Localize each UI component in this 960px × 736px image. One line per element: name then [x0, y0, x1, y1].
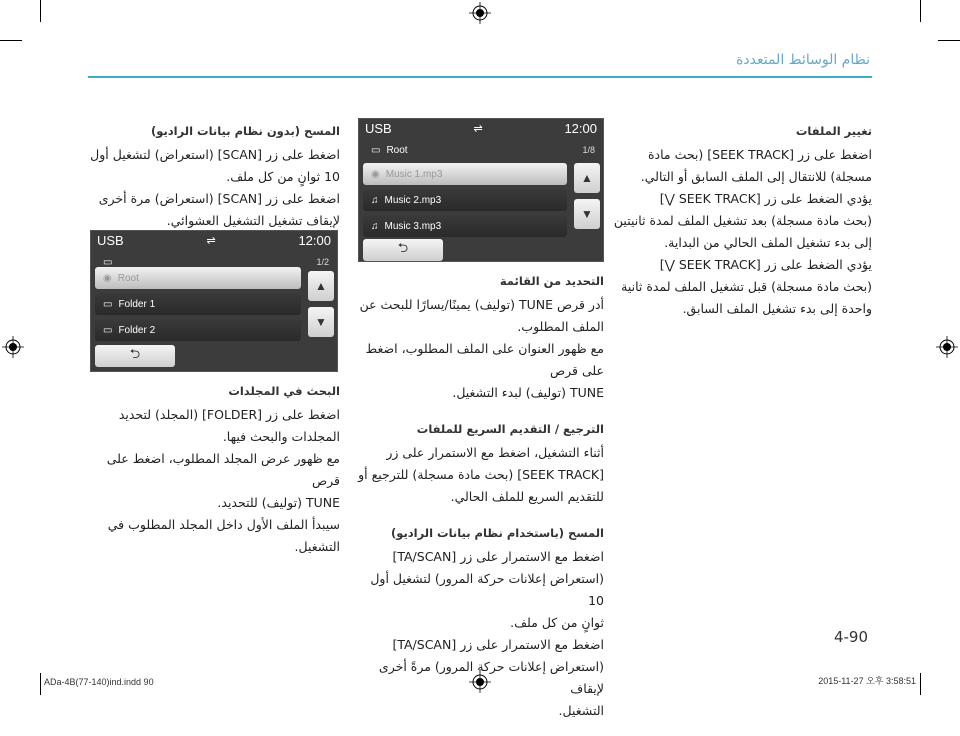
text-line: التشغيل.	[558, 703, 604, 718]
text-line: مع ظهور العنوان على الملف المطلوب، اضغط على قرص	[365, 341, 604, 378]
text-line: المجلدات والبحث فيها.	[222, 429, 340, 444]
clock-label: 12:00	[564, 120, 597, 136]
footer-file: ADa-4B(77-140)ind.indd 90	[44, 677, 154, 687]
text-line: اضغط مع الاستمرار على زر [TA/SCAN]	[392, 637, 604, 652]
usb-folder-screen	[90, 230, 338, 372]
section-heading: المسح (باستخدام نظام بيانات الراديو)	[390, 526, 604, 540]
text-line: الملف المطلوب.	[517, 319, 604, 334]
registration-mark-icon	[936, 336, 958, 358]
screen-status-bar	[359, 119, 603, 137]
left-column-top	[90, 120, 340, 232]
triangle-up-icon: ▲	[581, 171, 593, 185]
text-line: اضغط على زر [SCAN] (استعراض) لتشغيل أول	[90, 147, 340, 162]
middle-column	[354, 270, 604, 736]
text-line: اضغط على زر [SCAN] (استعراض) مرة أخرى	[98, 191, 340, 206]
list-item[interactable]	[363, 189, 567, 211]
row-label: Folder 2	[118, 324, 156, 336]
music-note-icon: ♫	[371, 194, 379, 206]
scroll-up-button[interactable]	[308, 271, 334, 301]
play-circle-icon: ◉	[371, 168, 380, 180]
triangle-down-icon: ▼	[315, 315, 327, 329]
usb-icon: ⇌	[206, 234, 216, 247]
play-circle-icon: ◉	[103, 272, 112, 284]
text-line: أدر قرص TUNE (توليف) يمينًا/يسارًا للبحث عن	[359, 297, 604, 312]
folder-icon: ▭	[103, 298, 113, 310]
list-item[interactable]	[95, 293, 301, 315]
clock-label: 12:00	[298, 232, 331, 248]
text-line: التشغيل.	[294, 539, 340, 554]
scroll-down-button[interactable]	[574, 199, 600, 229]
header-divider	[88, 76, 872, 78]
text-line: سيبدأ الملف الأول داخل المجلد المطلوب في	[107, 517, 340, 532]
list-item[interactable]	[95, 319, 301, 341]
back-arrow-icon: ⮌	[129, 346, 141, 361]
source-label: USB	[365, 120, 392, 136]
crop-mark	[40, 673, 41, 695]
registration-mark-icon	[469, 2, 491, 24]
text-line: اضغط مع الاستمرار على زر [TA/SCAN]	[392, 549, 604, 564]
crop-mark	[0, 40, 22, 41]
crop-mark	[938, 40, 960, 41]
text-line: [SEEK TRACK] (بحث مادة مسجلة) للترجيع أو	[358, 467, 604, 482]
text-line: يؤدي الضغط على زر [SEEK TRACK ⋁]	[659, 191, 872, 206]
section-heading: المسح (بدون نظام بيانات الراديو)	[151, 124, 340, 138]
row-label: Music 1.mp3	[385, 168, 443, 180]
list-item[interactable]	[363, 215, 567, 237]
left-column-bottom	[90, 380, 340, 558]
folder-icon: ▭	[103, 324, 113, 336]
page-indicator: 1/2	[316, 257, 329, 267]
text-line: 10 ثوانٍ من كل ملف.	[226, 169, 340, 184]
text-line: إلى بدء تشغيل الملف الحالي من البداية.	[664, 235, 872, 250]
screen-status-bar	[91, 231, 337, 249]
row-label: Folder 1	[118, 298, 156, 310]
section-title: نظام الوسائط المتعددة	[736, 52, 870, 68]
crop-mark	[920, 673, 921, 695]
text-line: (استعراض إعلانات حركة المرور) لتشغيل أول 10	[370, 571, 604, 608]
text-line: TUNE (توليف) للتحديد.	[217, 495, 340, 510]
footer-datetime: 2015-11-27 오후 3:58:51	[818, 676, 916, 686]
crop-mark	[40, 0, 41, 22]
text-line: مسجلة) للانتقال إلى الملف السابق أو التالي.	[640, 169, 872, 184]
list-item[interactable]	[363, 139, 599, 161]
folder-icon: ▭	[371, 144, 381, 156]
row-label: Root	[386, 144, 408, 156]
text-line: (استعراض إعلانات حركة المرور) مرةً أخرى لإيقاف	[378, 659, 604, 696]
section-heading: الترجيع / التقديم السريع للملفات	[416, 422, 604, 436]
triangle-down-icon: ▼	[581, 207, 593, 221]
text-line: (بحث مادة مسجلة) قبل تشغيل الملف لمدة ثانية	[621, 279, 872, 294]
list-item[interactable]	[95, 267, 301, 289]
usb-icon: ⇌	[473, 122, 483, 135]
page-number: 4-90	[833, 628, 868, 646]
text-line: مع ظهور عرض المجلد المطلوب، اضغط على قرص	[106, 451, 340, 488]
row-label: Music 3.mp3	[384, 220, 442, 232]
scroll-down-button[interactable]	[308, 307, 334, 337]
back-arrow-icon: ⮌	[397, 240, 409, 255]
page-indicator: 1/8	[582, 145, 595, 155]
crop-mark	[920, 0, 921, 22]
text-line: TUNE (توليف) لبدء التشغيل.	[452, 385, 604, 400]
text-line: اضغط على زر [SEEK TRACK] (بحث مادة	[647, 147, 872, 162]
text-line: (بحث مادة مسجلة) بعد تشغيل الملف لمدة ثانيتين	[613, 213, 872, 228]
folder-icon: ▭	[103, 256, 113, 268]
source-label: USB	[97, 232, 124, 248]
section-heading: البحث في المجلدات	[228, 384, 340, 398]
scroll-up-button[interactable]	[574, 163, 600, 193]
text-line: اضغط على زر [FOLDER] (المجلد) لتحديد	[118, 407, 340, 422]
music-note-icon: ♫	[371, 220, 379, 232]
section-heading: التحديد من القائمة	[499, 274, 604, 288]
back-button[interactable]	[363, 239, 443, 261]
list-item[interactable]	[363, 163, 567, 185]
text-line: لإيقاف تشغيل التشغيل العشوائي.	[166, 213, 340, 228]
registration-mark-icon	[2, 336, 24, 358]
text-line: ثوانٍ من كل ملف.	[510, 615, 604, 630]
row-label: Root	[117, 272, 139, 284]
section-heading: تغيير الملفات	[795, 124, 872, 138]
row-label: Music 2.mp3	[384, 194, 442, 206]
triangle-up-icon: ▲	[315, 279, 327, 293]
text-line: أثناء التشغيل، اضغط مع الاستمرار على زر	[386, 445, 604, 460]
right-column	[612, 120, 872, 320]
text-line: للتقديم السريع للملف الحالي.	[450, 489, 604, 504]
text-line: واحدة إلى بدء تشغيل الملف السابق.	[682, 301, 872, 316]
usb-file-screen	[358, 118, 604, 262]
text-line: يؤدي الضغط على زر [SEEK TRACK ⋁]	[659, 257, 872, 272]
back-button[interactable]	[95, 345, 175, 367]
